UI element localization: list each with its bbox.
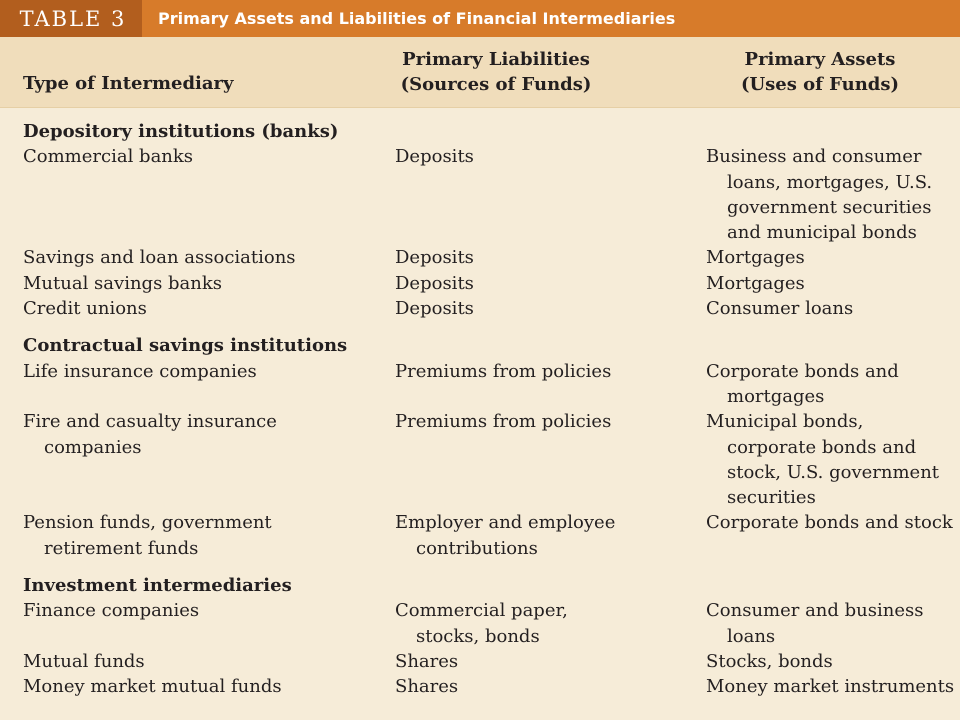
cell-type <box>23 510 383 561</box>
cell-line: Deposits <box>395 272 474 294</box>
table-row <box>0 296 960 321</box>
cell-line: loans <box>727 625 776 647</box>
cell-line: Fire and casualty insurance <box>23 411 277 433</box>
table-title: Primary Assets and Liabilities of Financial Intermediaries <box>158 9 676 28</box>
cell-assets <box>706 359 956 410</box>
header-assets-line2: (Uses of Funds) <box>740 74 900 95</box>
cell-liabilities <box>395 598 695 649</box>
cell-line: Shares <box>395 676 459 698</box>
header-liabilities-line1: Primary Liabilities <box>402 49 590 70</box>
section-heading: Depository institutions (banks) <box>23 121 339 142</box>
cell-liabilities <box>395 271 695 296</box>
table-row <box>0 649 960 674</box>
cell-type <box>23 674 383 699</box>
cell-line: Consumer and business <box>706 600 924 622</box>
table-row <box>0 409 960 510</box>
header-liabilities-line2: (Sources of Funds) <box>400 74 592 95</box>
cell-assets <box>706 296 956 321</box>
cell-line: stock, U.S. government <box>727 461 940 483</box>
cell-line: securities <box>727 487 816 509</box>
cell-line: mortgages <box>727 385 825 407</box>
cell-line: Credit unions <box>23 298 147 320</box>
table-body <box>0 119 960 700</box>
cell-type <box>23 409 383 460</box>
cell-type <box>23 296 383 321</box>
cell-line: Money market instruments <box>706 676 955 698</box>
cell-type <box>23 359 383 384</box>
table-row <box>0 144 960 245</box>
cell-line: Shares <box>395 650 459 672</box>
header-primary-liabilities <box>400 47 592 97</box>
cell-line: Mutual funds <box>23 650 145 672</box>
cell-assets <box>706 674 956 699</box>
cell-line: Savings and loan associations <box>23 247 296 269</box>
table-row <box>0 271 960 296</box>
table-row <box>0 510 960 561</box>
cell-line: Premiums from policies <box>395 360 612 382</box>
cell-line: Life insurance companies <box>23 360 257 382</box>
cell-assets <box>706 144 956 245</box>
cell-liabilities <box>395 144 695 169</box>
cell-liabilities <box>395 296 695 321</box>
cell-line: Mutual savings banks <box>23 272 223 294</box>
cell-line: Finance companies <box>23 600 200 622</box>
cell-assets <box>706 649 956 674</box>
cell-liabilities <box>395 510 695 561</box>
cell-liabilities <box>395 674 695 699</box>
cell-assets <box>706 510 956 535</box>
cell-line: loans, mortgages, U.S. <box>727 171 933 193</box>
cell-line: Corporate bonds and <box>706 360 899 382</box>
cell-type <box>23 598 383 623</box>
cell-line: Mortgages <box>706 247 805 269</box>
cell-line: and municipal bonds <box>727 222 917 244</box>
cell-line: Business and consumer <box>706 146 922 168</box>
cell-assets <box>706 598 956 649</box>
table-row <box>0 359 960 410</box>
section-heading: Contractual savings institutions <box>23 335 348 357</box>
cell-assets <box>706 271 956 296</box>
cell-line: Commercial banks <box>23 146 194 168</box>
cell-line: Mortgages <box>706 272 805 294</box>
cell-line: Deposits <box>395 247 474 269</box>
table-row <box>0 245 960 270</box>
cell-line: Consumer loans <box>706 298 854 320</box>
cell-type <box>23 271 383 296</box>
cell-line: Pension funds, government <box>23 512 272 534</box>
cell-line: Deposits <box>395 146 474 168</box>
cell-line: Money market mutual funds <box>23 676 282 698</box>
cell-line: Deposits <box>395 298 474 320</box>
section-heading: Investment intermediaries <box>23 575 292 597</box>
cell-line: stocks, bonds <box>416 625 540 647</box>
cell-line: Corporate bonds and stock <box>706 512 953 534</box>
cell-line: Premiums from policies <box>395 411 612 433</box>
header-assets-line1: Primary Assets <box>744 49 896 70</box>
cell-line: retirement funds <box>44 537 199 559</box>
cell-line: Municipal bonds, <box>706 411 864 433</box>
table-row <box>0 598 960 649</box>
cell-line: Stocks, bonds <box>706 650 833 672</box>
header-primary-assets <box>720 47 920 97</box>
cell-liabilities <box>395 409 695 434</box>
header-type-of-intermediary: Type of Intermediary <box>23 73 234 94</box>
column-header-row <box>0 37 960 108</box>
cell-line: corporate bonds and <box>727 436 917 458</box>
cell-type <box>23 144 383 169</box>
cell-assets <box>706 409 956 510</box>
cell-assets <box>706 245 956 270</box>
cell-line: companies <box>44 436 142 458</box>
table-title-bar <box>0 0 960 37</box>
cell-line: Employer and employee <box>395 512 616 534</box>
cell-line: government securities <box>727 196 932 218</box>
cell-liabilities <box>395 359 695 384</box>
cell-line: contributions <box>416 537 538 559</box>
table-row <box>0 674 960 699</box>
cell-line: Commercial paper, <box>395 600 568 622</box>
cell-liabilities <box>395 649 695 674</box>
table-number-label: TABLE 3 <box>0 0 142 37</box>
cell-type <box>23 245 383 270</box>
cell-liabilities <box>395 245 695 270</box>
cell-type <box>23 649 383 674</box>
